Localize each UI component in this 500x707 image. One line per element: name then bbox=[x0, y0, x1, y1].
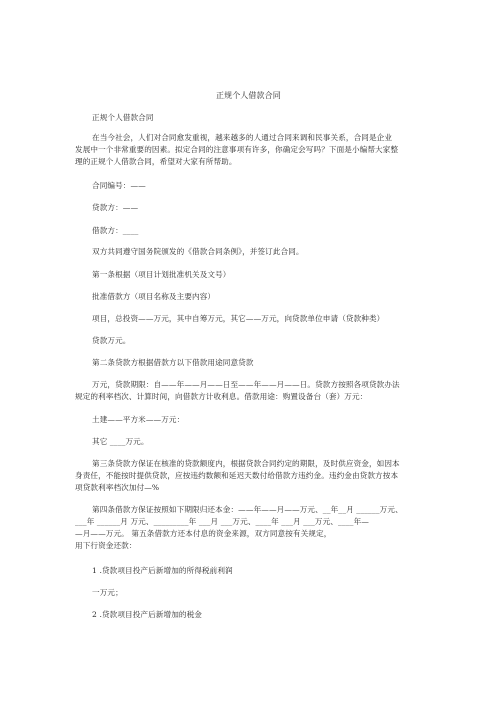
article-3: 第三条贷款方保证在核准的贷款额度内，根据贷款合同约定的期限，及时供应资金，如因本 bbox=[92, 459, 400, 468]
article-2: 第二条贷款方根据借款方以下借款用途同意贷款 bbox=[92, 358, 254, 367]
paragraph-line: 项贷款利率档次加付—% bbox=[75, 483, 160, 492]
paragraph-line: 项目，总投资——万元，其中自筹万元，其它——万元，向贷款单位申请（贷款种类） bbox=[92, 314, 385, 323]
list-item: 1 .贷款项目投产后新增加的所得税前利润 bbox=[92, 566, 233, 575]
list-item: 一万元； bbox=[92, 588, 123, 597]
paragraph-line: 万元，贷款期限：自——年——月——日至——年——月——日。贷款方按照各项贷款办法 bbox=[92, 380, 400, 389]
subtitle: 正规个人借款合同 bbox=[92, 113, 154, 122]
paragraph-line: 土建——平方米——万元： bbox=[92, 415, 185, 424]
paragraph-line: 贷款万元。 bbox=[92, 336, 131, 345]
paragraph-line: ___年 ______月 万元、_________年 ___月 ___万元、____年 ___月 ___万元、____年— bbox=[75, 517, 369, 526]
paragraph-line: —月——万元。 第五条借款方还本付息的资金来源，双方同意按有关规定， bbox=[75, 529, 332, 538]
paragraph-line: 批准借款方（项目名称及主要内容） bbox=[92, 292, 216, 301]
paragraph-line: 身责任，不能按时提供贷款，应按违约数额和延迟天数付给借款方违约金。违约金由贷款方按本 bbox=[75, 471, 399, 480]
paragraph-line: 在当今社会，人们对合同愈发重视，越来越多的人通过合同来调和民事关系，合同是企业 bbox=[92, 133, 393, 142]
paragraph-line: 双方共同遵守国务院颁发的《借款合同条例》，并签订此合同。 bbox=[92, 247, 304, 256]
lender: 贷款方：—— bbox=[92, 203, 139, 212]
paragraph-line: 理的正规个人借款合同，希望对大家有所帮助。 bbox=[75, 157, 237, 166]
paragraph-line: 发展中一个非常重要的因素。拟定合同的注意事项有许多，你确定会写吗？下面是小编帮大家整 bbox=[75, 145, 399, 154]
borrower: 借款方：____ bbox=[92, 226, 139, 235]
paragraph-line: 用下行资金还款： bbox=[75, 541, 137, 550]
paragraph-line: 规定的利率档次、计算时间，向借款方计收利息。借款用途：购置设备台（套）万元： bbox=[75, 392, 368, 401]
list-item: 2 .贷款项目投产后新增加的税金 bbox=[92, 610, 202, 619]
document-title: 正规个人借款合同 bbox=[216, 91, 281, 100]
paragraph-line: 其它 ____万元。 bbox=[92, 437, 149, 446]
article-4: 第四条借款方保证按照如下期限归还本金：——年——月——万元、__年__月 ______万元、 bbox=[92, 505, 403, 514]
contract-number: 合同编号：—— bbox=[92, 181, 146, 190]
article-1: 第一条根据（项目计划批准机关及文号） bbox=[92, 270, 231, 279]
